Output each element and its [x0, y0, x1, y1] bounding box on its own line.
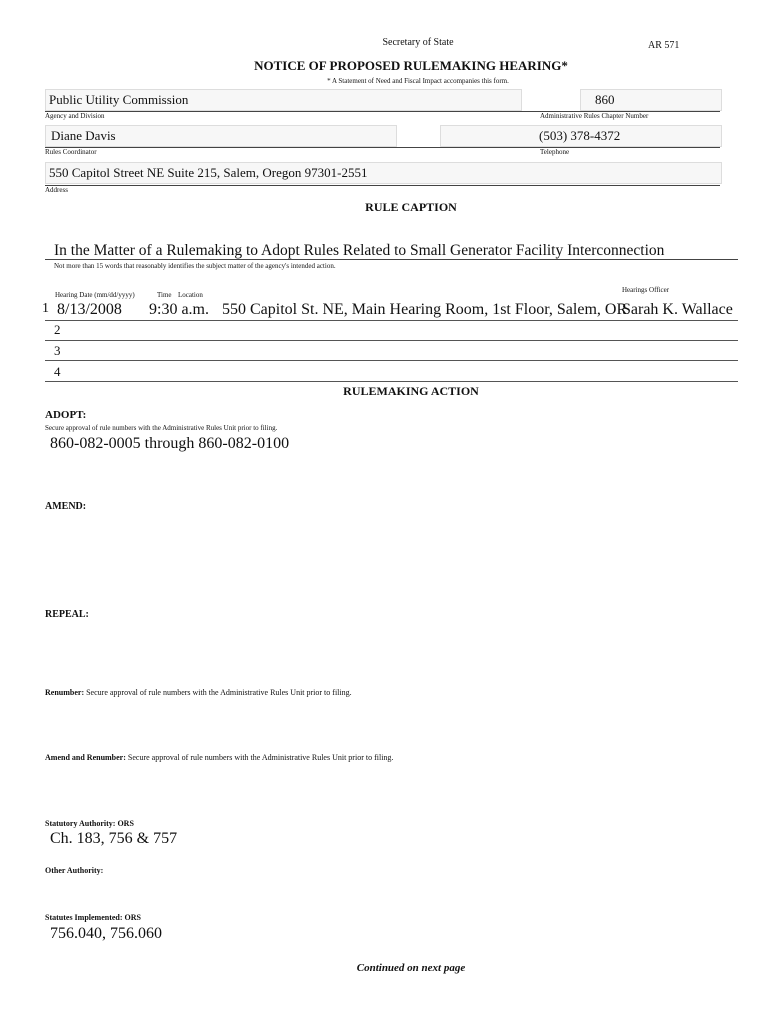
rule-caption-note: Not more than 15 words that reasonably identifies the subject matter of the agency's intended action. [54, 262, 336, 270]
renumber-label: Renumber: [45, 688, 85, 697]
form-title: NOTICE OF PROPOSED RULEMAKING HEARING* [254, 58, 568, 73]
rulemaking-action-heading: RULEMAKING ACTION [343, 384, 479, 398]
phone-field[interactable] [440, 125, 722, 147]
hearing-date-value[interactable]: 8/13/2008 [57, 301, 122, 318]
adopt-value[interactable]: 860-082-0005 through 860-082-0100 [50, 435, 290, 452]
rule-caption-heading: RULE CAPTION [365, 200, 457, 214]
repeal-label: REPEAL: [45, 609, 89, 620]
form-subtitle: * A Statement of Need and Fiscal Impact accompanies this form. [327, 77, 509, 85]
phone-label: Telephone [540, 148, 570, 156]
renumber-note: Secure approval of rule numbers with the Administrative Rules Unit prior to filing. [86, 688, 352, 697]
address-value: 550 Capitol Street NE Suite 215, Salem, Oregon 97301-2551 [49, 165, 368, 180]
amend-label: AMEND: [45, 501, 87, 512]
statutory-authority-value[interactable]: Ch. 183, 756 & 757 [50, 830, 178, 847]
phone-value: (503) 378-4372 [539, 128, 621, 143]
coordinator-label: Rules Coordinator [45, 148, 97, 156]
address-field[interactable] [45, 162, 722, 184]
continued-note: Continued on next page [356, 962, 466, 974]
form-number: AR 571 [648, 40, 680, 51]
rules-chapter-field[interactable] [580, 89, 722, 111]
coordinator-name-field[interactable] [45, 125, 397, 147]
agency-name-label: Agency and Division [45, 112, 105, 120]
rule-caption-text: In the Matter of a Rulemaking to Adopt Rules Related to Small Generator Facility Interconnection [54, 242, 665, 259]
address-label: Address [45, 186, 68, 194]
coordinator-name-value: Diane Davis [51, 128, 116, 143]
amend-renumber-note: Secure approval of rule numbers with the Administrative Rules Unit prior to filing. [127, 753, 394, 762]
amend-renumber-label: Amend and Renumber: [45, 753, 126, 762]
hearing-location-label: Location [178, 291, 203, 299]
adopt-label: ADOPT: [45, 409, 87, 421]
agency-name-field[interactable] [45, 89, 522, 111]
hearing-row-number: 3 [54, 343, 61, 358]
hearing-row-number: 4 [54, 364, 61, 379]
agency-name-value: Public Utility Commission [49, 92, 189, 107]
hearings-officer-label: Hearings Officer [622, 286, 670, 294]
adopt-note: Secure approval of rule numbers with the Administrative Rules Unit prior to filing. [45, 424, 278, 432]
hearing-date-label: Hearing Date (mm/dd/yyyy) [55, 291, 135, 299]
statutes-implemented-value[interactable]: 756.040, 756.060 [50, 925, 162, 942]
statutory-authority-label: Statutory Authority: ORS [45, 819, 134, 828]
hearing-row [42, 301, 738, 321]
hearings-officer-value[interactable]: Sarah K. Wallace [622, 301, 733, 318]
hearing-location-value[interactable]: 550 Capitol St. NE, Main Hearing Room, 1st Floor, Salem, OR [222, 301, 628, 318]
statutes-implemented-label: Statutes Implemented: ORS [45, 913, 141, 922]
hearing-time-value[interactable]: 9:30 a.m. [149, 301, 209, 318]
rules-chapter-label: Administrative Rules Chapter Number [540, 112, 649, 120]
agency-header: Secretary of State [382, 37, 454, 48]
other-authority-label: Other Authority: [45, 866, 104, 875]
hearing-row-number: 2 [54, 322, 61, 337]
hearing-row-number: 1 [42, 301, 49, 316]
rules-chapter-value: 860 [595, 92, 615, 107]
hearing-time-label: Time [157, 291, 172, 299]
